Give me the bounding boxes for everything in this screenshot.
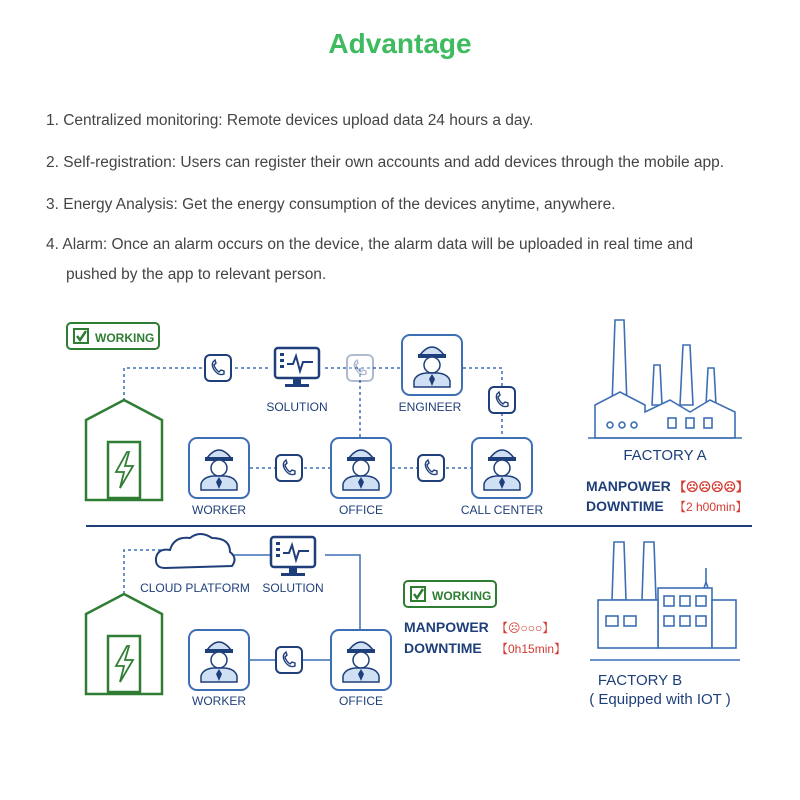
top-worker-label: WORKER xyxy=(192,503,246,517)
advantage-item-4: 4. Alarm: Once an alarm occurs on the device, the alarm data will be uploaded in real time and xyxy=(46,236,694,253)
factory-b-icon xyxy=(590,542,740,660)
top-phone-icon-1 xyxy=(205,355,231,381)
workflow-diagram xyxy=(0,300,800,730)
cloud-platform-icon xyxy=(156,534,235,568)
bottom-working-label: WORKING xyxy=(432,589,492,603)
call-center-label: CALL CENTER xyxy=(460,503,544,517)
top-working-badge xyxy=(67,323,159,349)
bottom-factory-building-icon xyxy=(86,594,162,694)
advantage-item-4-continued: pushed by the app to relevant person. xyxy=(66,266,327,283)
engineer-label: ENGINEER xyxy=(398,400,462,414)
top-downtime-value: 【2 h00min】 xyxy=(674,500,748,514)
advantage-item-2: 2. Self-registration: Users can register their own accounts and add devices through the mobile app. xyxy=(46,154,725,171)
top-solution-label: SOLUTION xyxy=(266,400,328,414)
bottom-worker-label: WORKER xyxy=(192,694,246,708)
top-office-label: OFFICE xyxy=(339,503,383,517)
top-office-icon xyxy=(331,438,391,498)
bottom-solution-monitor-icon xyxy=(271,537,315,576)
top-phone-icon-4 xyxy=(418,455,444,481)
factory-a-label: FACTORY A xyxy=(623,447,707,464)
factory-b-note: ( Equipped with IOT ) xyxy=(589,691,731,708)
top-manpower-label: MANPOWER xyxy=(586,478,671,494)
top-worker-icon xyxy=(189,438,249,498)
top-manpower-value: 【☹☹☹☹】 xyxy=(674,480,749,494)
top-phone-icon-3 xyxy=(276,455,302,481)
bottom-office-icon xyxy=(331,630,391,690)
bottom-worker-icon xyxy=(189,630,249,690)
factory-a-icon xyxy=(588,320,742,438)
top-phone-icon-2 xyxy=(489,387,515,413)
engineer-icon xyxy=(402,335,462,395)
top-phone-icon-faded xyxy=(347,355,373,381)
factory-b-label: FACTORY B xyxy=(597,672,683,689)
bottom-phone-icon xyxy=(276,647,302,673)
bottom-manpower-value: 【☹○○○】 xyxy=(496,621,555,635)
advantage-item-1: 1. Centralized monitoring: Remote devices upload data 24 hours a day. xyxy=(46,112,534,129)
bottom-solution-label: SOLUTION xyxy=(262,581,324,595)
top-downtime-label: DOWNTIME xyxy=(586,498,664,514)
advantage-item-3: 3. Energy Analysis: Get the energy consumption of the devices anytime, anywhere. xyxy=(46,196,616,213)
top-factory-building-icon xyxy=(86,400,162,500)
top-solution-monitor-icon xyxy=(275,348,319,387)
page-title: Advantage xyxy=(328,28,472,59)
bottom-downtime-value: 【0h15min】 xyxy=(496,642,567,656)
call-center-icon xyxy=(472,438,532,498)
bottom-manpower-label: MANPOWER xyxy=(404,619,489,635)
bottom-office-label: OFFICE xyxy=(339,694,383,708)
bottom-working-badge xyxy=(404,581,496,607)
top-working-label: WORKING xyxy=(95,331,155,345)
cloud-platform-label: CLOUD PLATFORM xyxy=(140,581,250,595)
bottom-downtime-label: DOWNTIME xyxy=(404,640,482,656)
